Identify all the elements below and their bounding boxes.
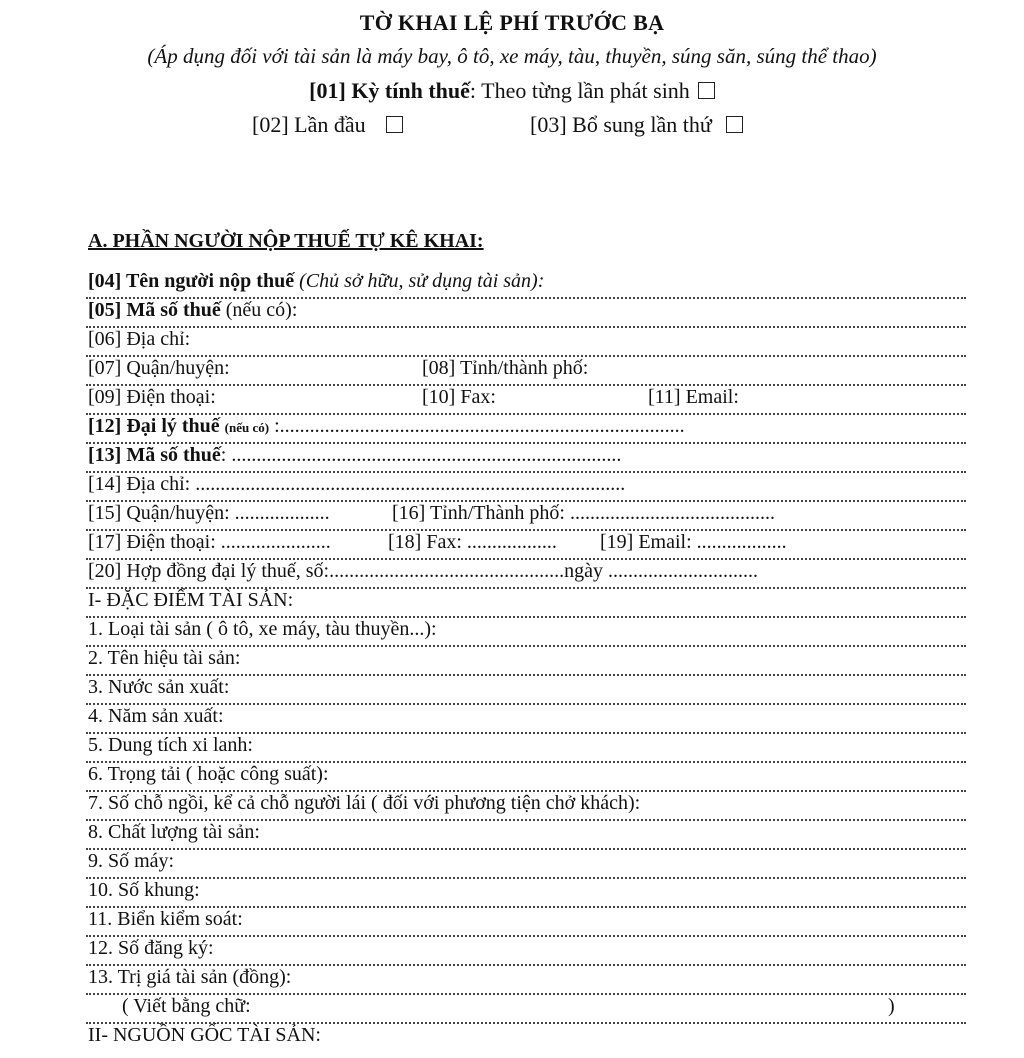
field-06-label: [06] Địa chỉ: [88,328,191,350]
asset-item-3[interactable] [86,674,966,705]
asset-item-label: 13. Trị giá tài sản (đồng): [88,966,292,988]
field-11-label: [11] Email: [648,386,739,408]
asset-item-13[interactable] [86,964,966,995]
asset-item-6[interactable] [86,761,966,792]
field-16-label: [16] Tỉnh/Thành phố: ......................................... [392,502,775,524]
field-17-label: [17] Điện thoại: ...................... [88,531,331,553]
assets-title: I- ĐẶC ĐIỂM TÀI SẢN: [88,589,294,611]
asset-item-9[interactable] [86,848,966,879]
section-a-title: A. PHẦN NGƯỜI NỘP THUẾ TỰ KÊ KHAI: [88,230,484,252]
field-17-19[interactable] [86,529,966,560]
field-09-label: [09] Điện thoại: [88,386,216,408]
field-12-label: [12] Đại lý thuế [88,415,220,437]
checkbox-supplement[interactable] [726,116,743,133]
assets-section-title [86,587,966,618]
origin-title: II- NGUỒN GỐC TÀI SẢN: [88,1024,321,1046]
asset-item-7[interactable] [86,790,966,821]
asset-item-8[interactable] [86,819,966,850]
field-13[interactable] [86,442,966,473]
asset-item-label: 3. Nước sản xuất: [88,676,230,698]
first-time-option [252,112,403,138]
asset-item-label: 7. Số chỗ ngồi, kể cả chỗ người lái ( đối với phương tiện chở khách): [88,792,641,814]
field-12-fill: :................................................................................. [269,415,685,437]
asset-item-label: 6. Trọng tải ( hoặc công suất): [88,763,329,785]
field-20-label: [20] Hợp đồng đại lý thuế, số:...............................................ngày .............................. [88,560,758,582]
asset-item-2[interactable] [86,645,966,676]
asset-item-4[interactable] [86,703,966,734]
field-05-label: [05] Mã số thuế [88,299,221,321]
field-18-label: [18] Fax: .................. [388,531,557,553]
asset-item-10[interactable] [86,877,966,908]
field-08-label: [08] Tỉnh/thành phố: [422,357,589,379]
field-09-11[interactable] [86,384,966,415]
field-13-fill: : .............................................................................. [220,444,622,466]
field-13-label: [13] Mã số thuế [88,444,221,466]
field-14[interactable] [86,471,966,502]
field-04[interactable] [86,268,966,299]
asset-item-label: 12. Số đăng ký: [88,937,214,959]
asset-item-label: 10. Số khung: [88,879,200,901]
tax-period-label: [01] Kỳ tính thuế [309,78,470,103]
field-15-label: [15] Quận/huyện: ................... [88,502,330,524]
form-subtitle: (Áp dụng đối với tài sản là máy bay, ô tô, xe máy, tàu, thuyền, súng săn, súng thể thao) [147,44,877,68]
form-title: TỜ KHAI LỆ PHÍ TRƯỚC BẠ [359,10,665,35]
supplement-label: [03] Bổ sung lần thứ [530,112,712,137]
field-04-label: [04] Tên người nộp thuế [88,270,295,292]
asset-value-in-words[interactable] [86,993,966,1024]
field-12[interactable] [86,413,966,444]
checkbox-per-occurrence[interactable] [698,82,715,99]
field-14-label: [14] Địa chỉ: ...................................................................................... [88,473,626,495]
field-05-note: (nếu có): [220,299,298,321]
field-06[interactable] [86,326,966,357]
asset-item-5[interactable] [86,732,966,763]
field-20[interactable] [86,558,966,589]
in-words-close: ) [888,995,895,1017]
field-05[interactable] [86,297,966,328]
checkbox-first-time[interactable] [386,116,403,133]
asset-item-11[interactable] [86,906,966,937]
field-07-label: [07] Quận/huyện: [88,357,230,379]
asset-item-label: 8. Chất lượng tài sản: [88,821,260,843]
field-12-note: (nếu có) [224,420,270,435]
first-time-label: [02] Lần đầu [252,112,366,137]
asset-item-label: 9. Số máy: [88,850,175,872]
asset-item-label: 1. Loại tài sản ( ô tô, xe máy, tàu thuyền...): [88,618,437,640]
field-15-16[interactable] [86,500,966,531]
field-07-08[interactable] [86,355,966,386]
field-19-label: [19] Email: .................. [600,531,787,553]
asset-item-label: 2. Tên hiệu tài sản: [88,647,241,669]
supplement-option [530,112,743,138]
field-10-label: [10] Fax: [422,386,496,408]
tax-period-value: : Theo từng lần phát sinh [469,78,690,103]
asset-item-label: 4. Năm sản xuất: [88,705,224,727]
asset-item-label: 11. Biển kiểm soát: [88,908,243,930]
asset-item-12[interactable] [86,935,966,966]
asset-item-label: 5. Dung tích xi lanh: [88,734,253,756]
origin-section-title [86,1022,966,1051]
asset-item-1[interactable] [86,616,966,647]
field-04-note: (Chủ sở hữu, sử dụng tài sản): [294,270,545,292]
tax-period [0,78,1024,104]
in-words-label: ( Viết bằng chữ: [122,995,251,1017]
